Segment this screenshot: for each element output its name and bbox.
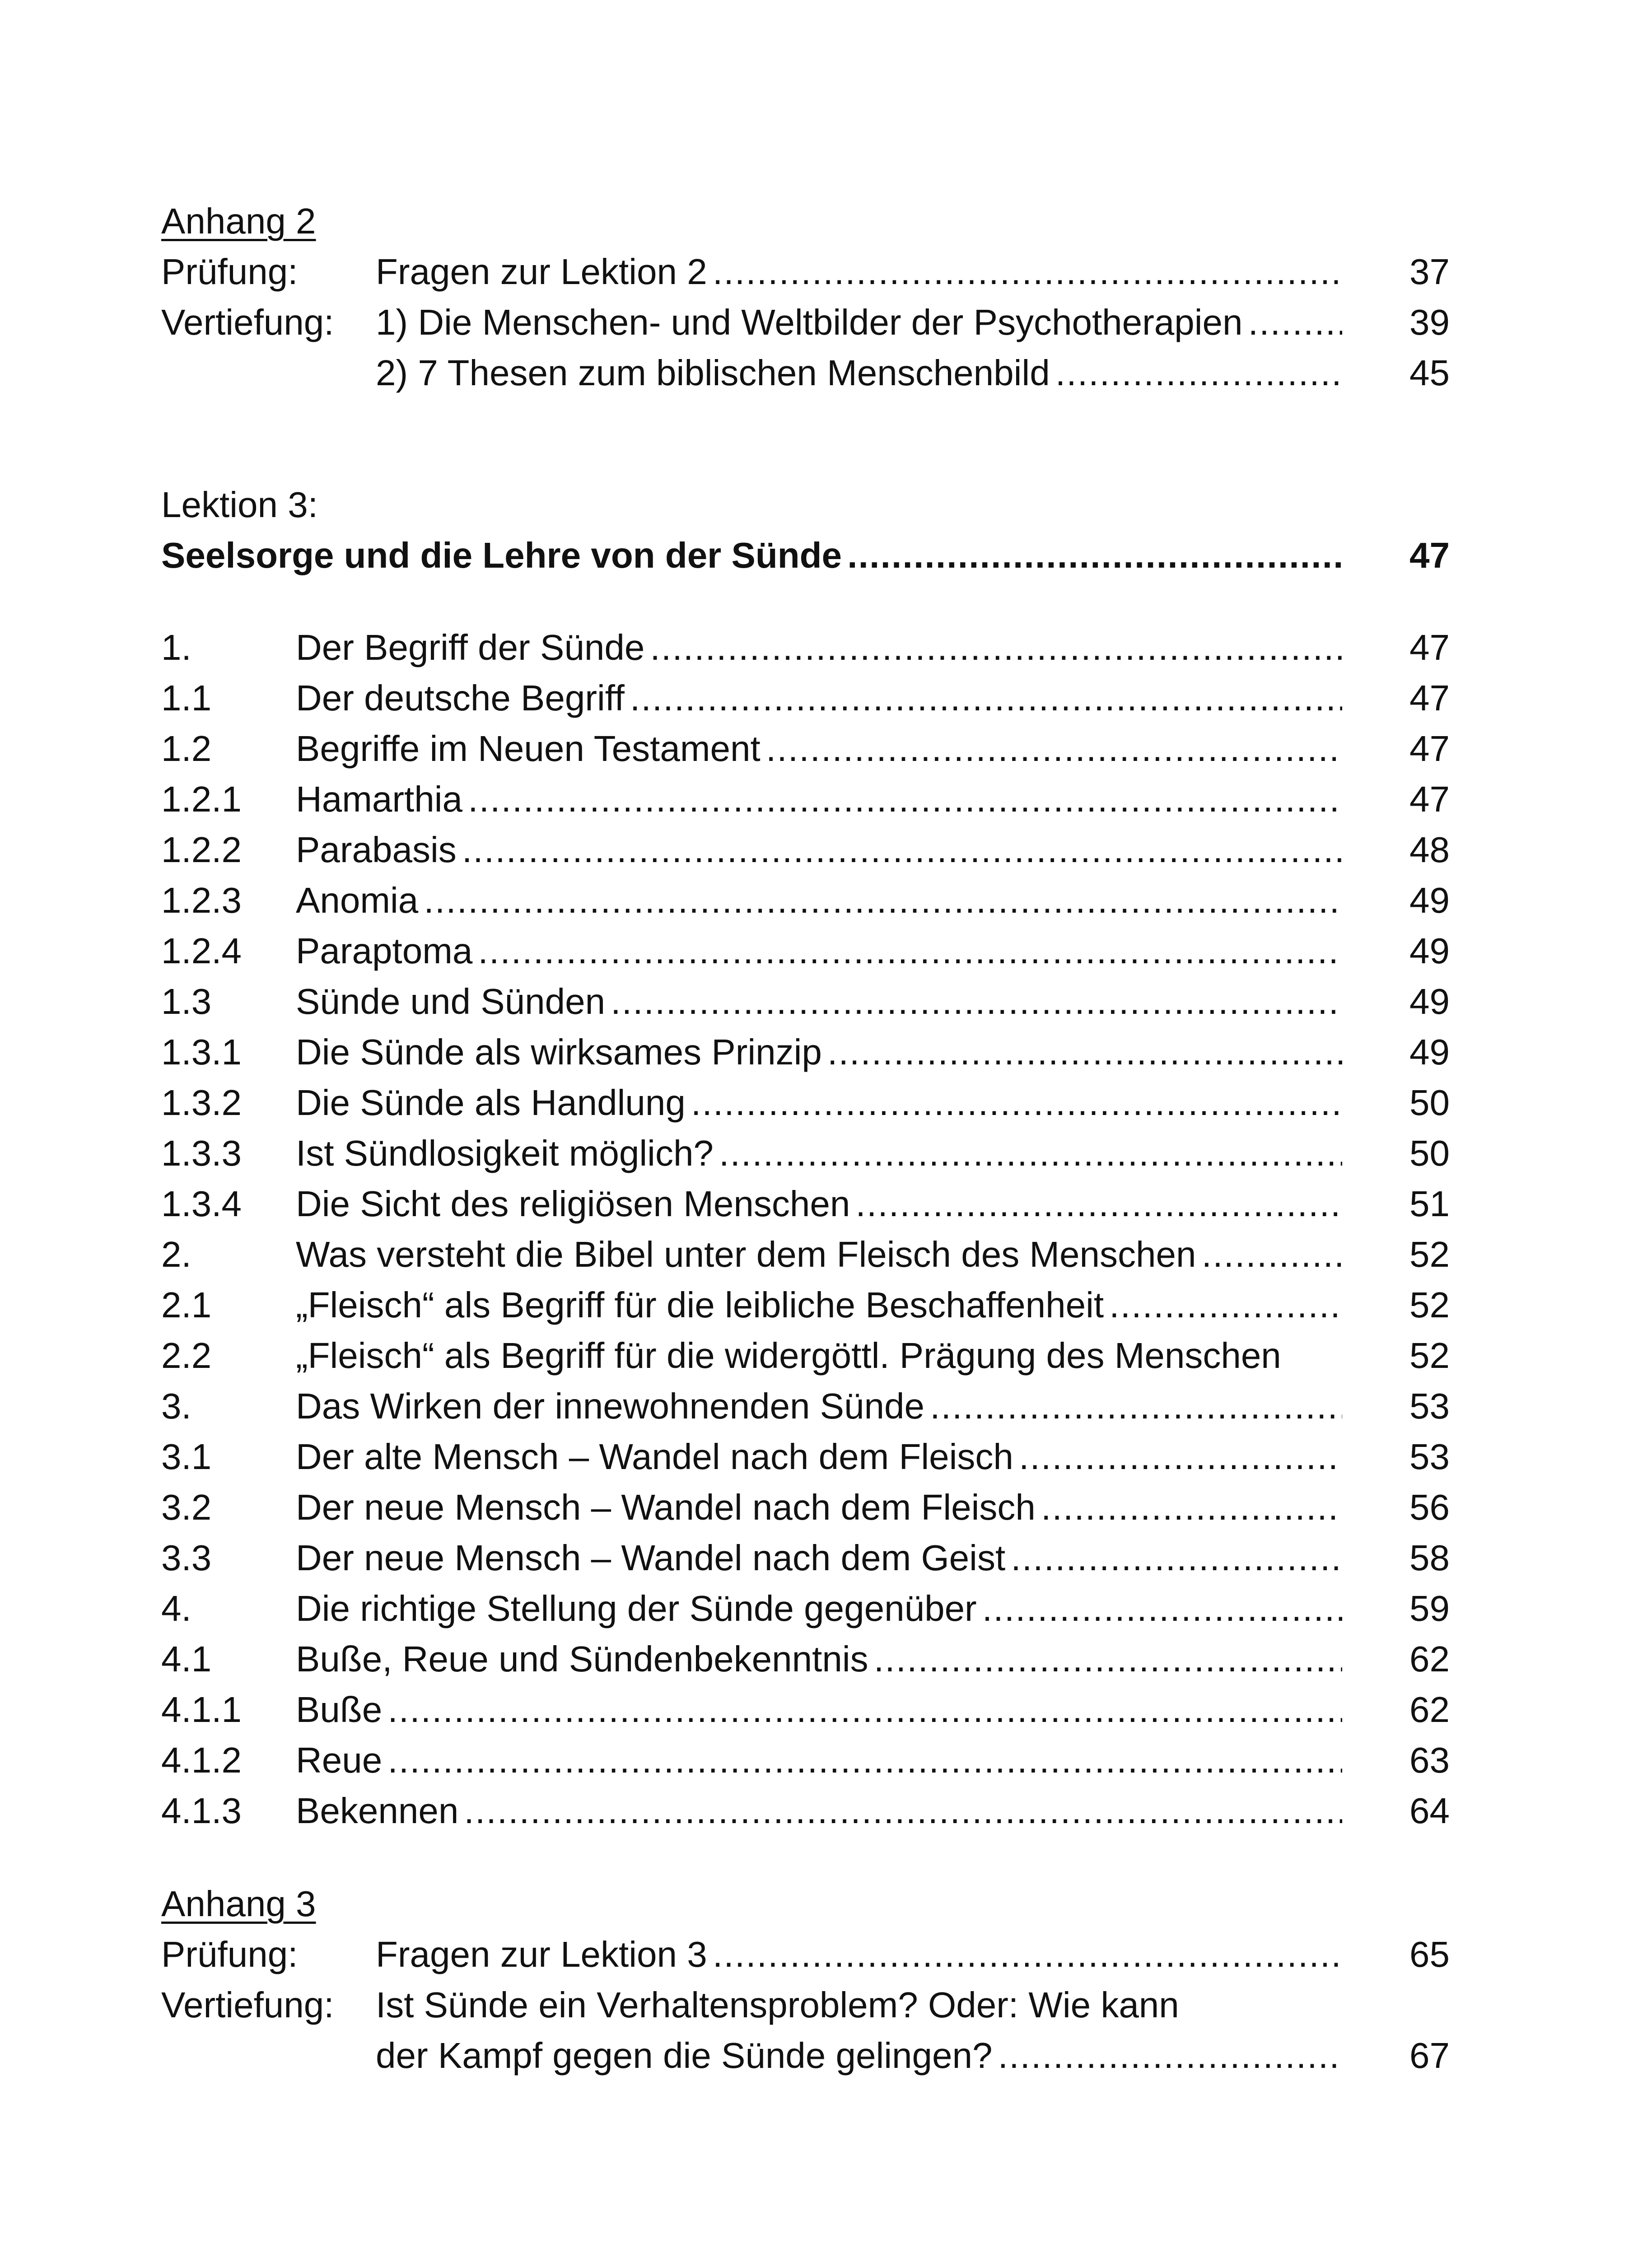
toc-page-number: 62 — [1409, 1639, 1450, 1679]
lektion3-label-line — [0, 480, 1652, 530]
toc-entry-text: Fragen zur Lektion 3 . . . — [376, 1929, 1342, 1980]
lektion-label: Lektion 3: — [161, 485, 318, 525]
toc-number: 1.2.4 — [161, 931, 242, 971]
toc-page-number: 47 — [1409, 627, 1450, 667]
toc-page-number: 52 — [1409, 1234, 1450, 1274]
toc-entry-text: „Fleisch“ als Begriff für die leibliche Beschaffenheit . . . — [296, 1280, 1342, 1330]
toc-number: 4.1.1 — [161, 1689, 242, 1730]
toc-page-number: 64 — [1409, 1791, 1450, 1831]
toc-number: 1.3.2 — [161, 1082, 242, 1123]
toc-row — [0, 1078, 1652, 1128]
toc-entry-text: Die Sicht des religiösen Menschen . . . — [296, 1179, 1342, 1229]
toc-row — [0, 1583, 1652, 1634]
toc-row — [0, 1735, 1652, 1786]
toc-row — [0, 1432, 1652, 1482]
toc-page-number: 47 — [1409, 779, 1450, 819]
lektion-title-page-number: 47 — [1409, 535, 1450, 575]
toc-page-number: 49 — [1409, 931, 1450, 971]
toc-entry-text: Die richtige Stellung der Sünde gegenüber . . . — [296, 1583, 1342, 1634]
toc-number: 1.3.1 — [161, 1032, 242, 1072]
toc-page-number: 58 — [1409, 1538, 1450, 1578]
toc-entry-text: Fragen zur Lektion 2 . . . — [376, 247, 1342, 297]
toc-row — [0, 1786, 1652, 1836]
pruefung-label: Prüfung: — [161, 252, 298, 292]
toc-number: 4.1.2 — [161, 1740, 242, 1780]
toc-row — [0, 1027, 1652, 1078]
toc-row — [0, 1381, 1652, 1432]
toc-row — [0, 1128, 1652, 1179]
toc-page-number: 51 — [1409, 1184, 1450, 1224]
toc-entry-text: Die Sünde als Handlung . . . — [296, 1078, 1342, 1128]
toc-entry-text: Bekennen . . . — [296, 1786, 1342, 1836]
anhang3-heading-line — [0, 1879, 1652, 1929]
toc-page-number: 52 — [1409, 1335, 1450, 1376]
toc-page-number: 56 — [1409, 1487, 1450, 1527]
toc-page-number: 53 — [1409, 1437, 1450, 1477]
toc-entry-text: Reue . . . — [296, 1735, 1342, 1786]
toc-number: 1.2.1 — [161, 779, 242, 819]
toc-entry-text: Buße . . . — [296, 1684, 1342, 1735]
toc-entry-text: der Kampf gegen die Sünde gelingen? . . . — [376, 2030, 1342, 2081]
lektion3-title-line — [0, 530, 1652, 581]
anhang2-pruefung-line — [0, 247, 1652, 297]
anhang3-vertiefung-line-2 — [0, 2030, 1652, 2081]
toc-number: 1.2.2 — [161, 830, 242, 870]
toc-page-number: 39 — [1409, 302, 1450, 342]
toc-row — [0, 673, 1652, 723]
toc-row — [0, 1179, 1652, 1229]
toc-entry-text: Das Wirken der innewohnenden Sünde . . . — [296, 1381, 1342, 1432]
toc-page-number: 52 — [1409, 1285, 1450, 1325]
toc-page-number: 65 — [1409, 1934, 1450, 1974]
toc-number: 1.2.3 — [161, 880, 242, 920]
toc-number: 3.2 — [161, 1487, 212, 1527]
toc-page-number: 59 — [1409, 1588, 1450, 1628]
toc-page-number: 67 — [1409, 2035, 1450, 2076]
toc-entry-text: Was versteht die Bibel unter dem Fleisch des Menschen . . . — [296, 1229, 1342, 1280]
anhang2-heading: Anhang 2 — [161, 201, 316, 241]
toc-entry-text: Der Begriff der Sünde . . . — [296, 622, 1342, 673]
toc-page-number: 50 — [1409, 1082, 1450, 1123]
toc-row — [0, 723, 1652, 774]
anhang2-vertiefung-line-1 — [0, 297, 1652, 348]
toc-number: 3.1 — [161, 1437, 212, 1477]
toc-page-number: 37 — [1409, 252, 1450, 292]
toc-entry-text: 1) Die Menschen- und Weltbilder der Psychotherapien . . . — [376, 297, 1342, 348]
toc-page-number: 47 — [1409, 678, 1450, 718]
toc-page-number: 47 — [1409, 728, 1450, 769]
vertiefung-label: Vertiefung: — [161, 302, 334, 342]
toc-row — [0, 1634, 1652, 1684]
toc-number: 4.1.3 — [161, 1791, 242, 1831]
toc-row — [0, 774, 1652, 825]
toc-row — [0, 1229, 1652, 1280]
toc-page-number: 49 — [1409, 1032, 1450, 1072]
toc-row — [0, 875, 1652, 926]
toc-page-number: 49 — [1409, 981, 1450, 1022]
toc-entry-text: Hamarthia . . . — [296, 774, 1342, 825]
toc-entry-text: Der deutsche Begriff . . . — [296, 673, 1342, 723]
anhang3-pruefung-line — [0, 1929, 1652, 1980]
anhang3-heading: Anhang 3 — [161, 1884, 316, 1924]
toc-row — [0, 976, 1652, 1027]
toc-entry-text: „Fleisch“ als Begriff für die widergöttl. Prägung des Menschen — [296, 1335, 1281, 1376]
toc-number: 4. — [161, 1588, 191, 1628]
toc-number: 1.3.4 — [161, 1184, 242, 1224]
toc-number: 2. — [161, 1234, 191, 1274]
vertiefung-label: Vertiefung: — [161, 1985, 334, 2025]
toc-number: 3.3 — [161, 1538, 212, 1578]
toc-page-number: 49 — [1409, 880, 1450, 920]
toc-entry-text: Ist Sünde ein Verhaltensproblem? Oder: Wie kann — [376, 1985, 1179, 2025]
toc-entry-text: Begriffe im Neuen Testament . . . — [296, 723, 1342, 774]
toc-number: 2.2 — [161, 1335, 212, 1376]
toc-entry-text: Sünde und Sünden . . . — [296, 976, 1342, 1027]
toc-number: 1.1 — [161, 678, 212, 718]
toc-number: 2.1 — [161, 1285, 212, 1325]
toc-entry-text: Buße, Reue und Sündenbekenntnis . . . — [296, 1634, 1342, 1684]
toc-page-number: 62 — [1409, 1689, 1450, 1730]
anhang2-heading-line — [0, 196, 1652, 247]
lektion-title: Seelsorge und die Lehre von der Sünde . . . — [161, 530, 1342, 581]
toc-number: 1. — [161, 627, 191, 667]
toc-entry-text: Parabasis . . . — [296, 825, 1342, 875]
toc-page-number: 50 — [1409, 1133, 1450, 1173]
pruefung-label: Prüfung: — [161, 1934, 298, 1974]
toc-row — [0, 825, 1652, 875]
toc-row — [0, 926, 1652, 976]
toc-page-number: 53 — [1409, 1386, 1450, 1426]
toc-entry-text: Der alte Mensch – Wandel nach dem Fleisch . . . — [296, 1432, 1342, 1482]
toc-entry-text: Ist Sündlosigkeit möglich? . . . — [296, 1128, 1342, 1179]
toc-number: 1.3.3 — [161, 1133, 242, 1173]
toc-entry-text: 2) 7 Thesen zum biblischen Menschenbild . . . — [376, 348, 1342, 398]
toc-page-number: 45 — [1409, 353, 1450, 393]
toc-entry-text: Paraptoma . . . — [296, 926, 1342, 976]
toc-entry-text: Der neue Mensch – Wandel nach dem Geist . . . — [296, 1533, 1342, 1583]
toc-row — [0, 1533, 1652, 1583]
toc-page-number: 48 — [1409, 830, 1450, 870]
toc-page-number: 63 — [1409, 1740, 1450, 1780]
toc-row — [0, 1684, 1652, 1735]
anhang3-vertiefung-line-1 — [0, 1980, 1652, 2030]
toc-entry-text: Anomia . . . — [296, 875, 1342, 926]
toc-number: 4.1 — [161, 1639, 212, 1679]
toc-number: 3. — [161, 1386, 191, 1426]
toc-entry-text: Die Sünde als wirksames Prinzip . . . — [296, 1027, 1342, 1078]
toc-number: 1.3 — [161, 981, 212, 1022]
toc-number: 1.2 — [161, 728, 212, 769]
anhang2-vertiefung-line-2 — [0, 348, 1652, 398]
toc-row — [0, 1482, 1652, 1533]
toc-entry-text: Der neue Mensch – Wandel nach dem Fleisch . . . — [296, 1482, 1342, 1533]
toc-row — [0, 1330, 1652, 1381]
toc-row — [0, 1280, 1652, 1330]
toc-row — [0, 622, 1652, 673]
